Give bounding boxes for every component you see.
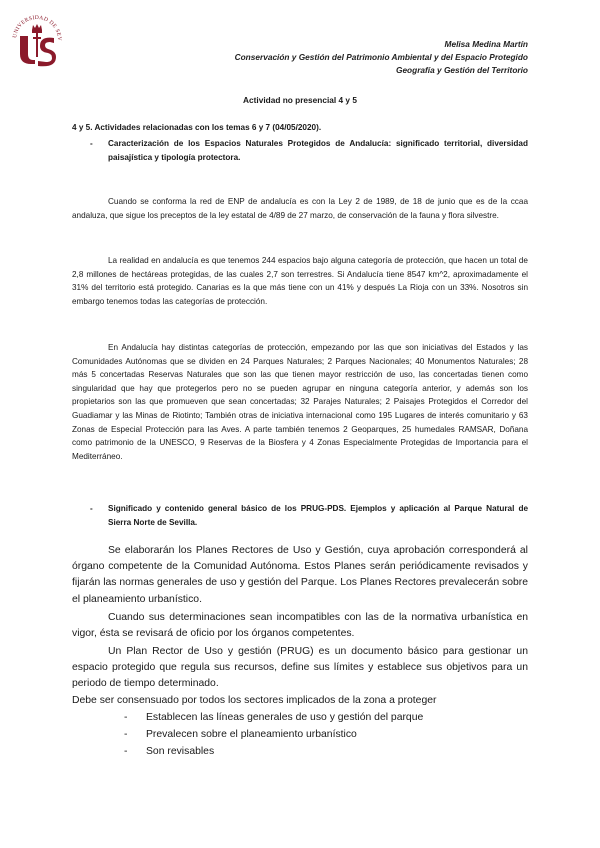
header-author: Melisa Medina Martín (444, 39, 528, 49)
list-item-1-text: Caracterización de los Espacios Naturales Protegidos de Andalucía: significado territorial, diversidad paisajística y tipología protectora. (108, 139, 528, 162)
header-course: Conservación y Gestión del Patrimonio Ambiental y del Espacio Protegido (234, 52, 528, 62)
bullet-item (124, 744, 214, 760)
list-dash: - (90, 139, 93, 148)
university-logo (8, 6, 66, 72)
header-subject: Geografía y Gestión del Territorio (395, 65, 528, 75)
page-title: Actividad no presencial 4 y 5 (243, 95, 357, 105)
paragraph-1: Cuando se conforma la red de ENP de andalucía es con la Ley 2 de 1989, de 18 de junio que es de la ccaa andaluza, que sigue los preceptos de la ley estatal de 4/89 de 27 marzo, de conservación de la fauna y flora silvestre. (72, 197, 528, 220)
list-item-2-text: Significado y contenido general básico de los PRUG-PDS. Ejemplos y aplicación al Parque Natural de Sierra Norte de Sevilla. (108, 504, 528, 527)
bullet-text: Prevalecen sobre el planeamiento urbanístico (146, 729, 357, 740)
paragraph-3: En Andalucía hay distintas categorías de protección, empezando por las que son iniciativas del Estados y las Comunidades Autónomas que se dividen en 24 Parques Naturales; 2 Parques Nacionales; 40 Monumentos Naturales; 28 más 5 concertadas Reservas Naturales que son las que tienen mayor restricción de uso, las concertadas tienen como singularidad que hay que protegerlos pero no se pueden agrupar en ninguna categoría anterior, y además son los propietarios son las que promueven que sean concertadas; 32 Parajes Naturales; 2 Paisajes Protegidos el Corredor del Guadiamar y las Minas de Riotinto; También otras de iniciativa internacional como 195 Lugares de interés comunitario y 63 Zonas de Especial Protección para las Aves. A parte también tenemos 2 Geoparques, 25 humedales RAMSAR, Doñana como patrimonio de la UNESCO, 9 Reservas de la Biosfera y 4 Zonas Especialmente Protegidas de Importancia para el Mediterráneo. (72, 343, 528, 461)
list-item-1 (90, 137, 528, 164)
paragraph-2: La realidad en andalucía es que tenemos 244 espacios bajo alguna categoría de protección, que hacen un total de 2,8 millones de hectáreas protegidas, de las cuales 2,7 son terrestres. Si Andalucía tiene 8547 km^2, aproximadamente el 31% del territorio está protegido. Canarias es la que más tiene con un 41% y después La Rioja con un 33%. Nosotros sin embargo tenemos todas las categorías de protección. (72, 256, 528, 306)
logo-text: UNIVERSIDAD DE SEV (12, 14, 63, 42)
paragraph-prug-4: Debe ser consensuado por todos los sectores implicados de la zona a proteger (72, 695, 437, 706)
bullet-item (124, 727, 357, 743)
paragraph-prug-1: Se elaborarán los Planes Rectores de Uso y Gestión, cuya aprobación corresponderá al órgano competente de la Comunidad Autónoma. Estos Planes serán periódicamente revisados y fijarán las normas generales de uso y gestión del Parque. Los Planes Rectores prevalecerán sobre el planeamiento urbanístico. (72, 545, 528, 605)
bullet-text: Son revisables (146, 746, 215, 757)
list-item-2 (90, 502, 528, 529)
paragraph-prug-2: Cuando sus determinaciones sean incompatibles con las de la normativa urbanística en vigor, ésta se revisará de oficio por los órganos competentes. (72, 612, 528, 640)
bullet-dash: - (124, 712, 128, 723)
svg-text:UNIVERSIDAD DE SEVILLA (8, 6, 62, 41)
activities-heading: 4 y 5. Actividades relacionadas con los temas 6 y 7 (04/05/2020). (72, 123, 322, 132)
paragraph-prug-3: Un Plan Rector de Uso y gestión (PRUG) es un documento básico para gestionar un espacio protegido que regula sus recursos, define sus límites y establece sus objetivos para un periodo de tiempo determinado. (72, 646, 528, 690)
bullet-dash: - (124, 729, 128, 740)
bullet-text: Establecen las líneas generales de uso y gestión del parque (146, 712, 424, 723)
bullet-item (124, 710, 423, 726)
bullet-dash: - (124, 746, 128, 757)
list-dash: - (90, 504, 93, 513)
